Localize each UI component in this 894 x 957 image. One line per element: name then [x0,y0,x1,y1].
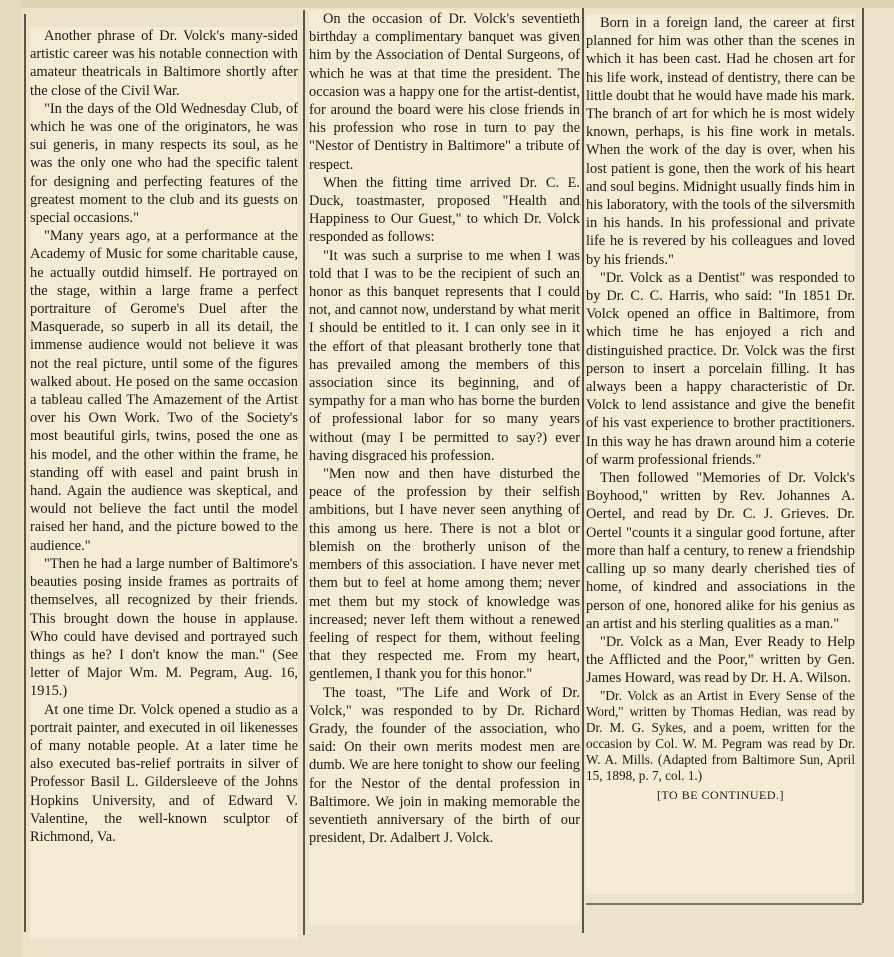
paragraph: When the fitting time arrived Dr. C. E. Duck, toastmaster, proposed "Health and Happiness to Our Guest," to which Dr. Volck responded as follows: [309,174,580,246]
article-column-3 [586,14,855,894]
paragraph: At one time Dr. Volck opened a studio as a portrait painter, and executed in oil likenesses of many notable people. At a later time he also executed bas-relief portraits in silver of Professor Basil L. Gildersleeve of the Johns Hopkins University, and of Edward V. Valentine, the well-known sculptor of Richmond, Va. [30,701,298,845]
paragraph: "Dr. Volck as a Dentist" was responded to by Dr. C. C. Harris, who said: "In 1851 Dr. Volck opened an office in Baltimore, from which time he has enjoyed a rich and distinguished practice. Dr. Volck was the first person to insert a porcelain filling. It has always been a happy characteristic of Dr. Volck to lend assistance and give the benefit of his vast experience to brother practitioners. In this way he has drawn around him a coterie of warm professional friends." [586,269,855,468]
paragraph: Then followed "Memories of Dr. Volck's Boyhood," written by Rev. Johannes A. Oertel, and read by Dr. C. J. Grieves. Dr. Oertel "counts it a singular good fortune, after more than half a century, to renew a friendship calling up so many dearly cherished ties of home, of kindred and associations in the person of one, honored alike for his genius as an artist and his sterling qualities as a man." [586,470,855,632]
paragraph: On the occasion of Dr. Volck's seventieth birthday a complimentary banquet was given him by the Association of Dental Surgeons, of which he was at that time the president. The occasion was a happy one for the artist-dentist, for around the board were his close friends in his profession who rose in turn to pay the "Nestor of Dentistry in Baltimore" a tribute of respect. [309,11,580,173]
paragraph: The toast, "The Life and Work of Dr. Volck," was responded to by Dr. Richard Grady, the founder of the association, who said: On their own merits modest men are dumb. We are here tonight to show our feeling for the Nestor of the dental profession in Baltimore. We join in making memorable the seventieth anniversary of the birth of our president, Dr. Adalbert J. Volck. [309,684,580,847]
paragraph: "It was such a surprise to me when I was told that I was to be the recipient of such an honor as this banquet represents that I could not, and cannot now, understand by what merit I should be entitled to it. I can only see in it the effort of that pleasant brotherly tone that has prevailed among the members of this association since its beginning, and of sympathy for a man who has borne the burden of professional labor for so many years without (may I be permitted to say?) ever having disgraced his profession. [309,247,580,464]
paragraph: Another phrase of Dr. Volck's many-sided artistic career was his notable connection with amateur theatricals in Baltimore shortly after the close of the Civil War. [30,28,298,99]
paragraph: Born in a foreign land, the career at first planned for him was other than the scenes in which it has been cast. Had he chosen art for his life work, instead of dentistry, there can be little doubt that he would have made his mark. The branch of art for which he is most widely known, perhaps, is his fine work in metals. When the work of the day is over, when his lost patient is gone, then the work of his heart and soul begins. Midnight usually finds him in his laboratory, with the tools of the silversmith in his hands. In his professional and private life he is revered by his colleagues and loved by his friends." [586,15,855,268]
tape-strip-left [0,0,22,957]
article-column-2 [309,10,580,925]
column-divider-left-edge [24,14,26,932]
paragraph: "Dr. Volck as an Artist in Every Sense of the Word," written by Thomas Hedian, was read by Dr. M. G. Sykes, and a poem, written for the occasion by Col. W. M. Pegram was read by Dr. W. A. Mills. (Adapted from Baltimore Sun, April 15, 1898, p. 7, col. 1.) [586,687,855,783]
column-divider-right-edge [862,8,864,903]
article-column-1 [30,27,298,939]
paragraph: "Men now and then have disturbed the peace of the profession by their selfish ambitions, but I have never seen anything of this among us here. There is not a blot or blemish on the brotherly unison of the members of this association. I have never met them but to feel at home among them; never met them but my stock of knowledge was increased; never left them without a renewed feeling of respect for them, without feeling that they respected me. From my heart, gentlemen, I thank you for this honor." [309,466,580,683]
column-divider-1-2 [303,10,305,935]
to-be-continued-note: [TO BE CONTINUED.] [656,787,785,802]
tape-strip-top [0,0,894,8]
paragraph: "Then he had a large number of Baltimore's beauties posing inside frames as portraits of themselves, all recognized by their friends. This brought down the house in applause. Who could have devised and portrayed such things as he? I don't know the man." (See letter of Major Wm. M. Pegram, Aug. 16, 1915.) [30,555,298,700]
paragraph: "In the days of the Old Wednesday Club, of which he was one of the originators, he was sui generis, in many respects its soul, as he was the only one who had the specific talent for designing and perfecting features of the greatest moment to the club and its guests on special occasions." [30,100,298,227]
paragraph: "Many years ago, at a performance at the Academy of Music for some charitable cause, he actually outdid himself. He portrayed on the stage, within a large frame a perfect portraiture of Gerome's Duel after the Masquerade, so superb in all its detail, the immense audience would not believe it was not the real picture, until some of the figures walked about. He posed on the same occasion a tableau called The Amazement of the Artist over his Own Work. Two of the Society's most beautiful girls, twins, posed the one as his model, and the other within the frame, he standing off with easel and paint brush in hand. Again the audience was skeptical, and would not believe the fact until the model raised her hand, and the picture bowed to the audience." [30,228,298,554]
column-divider-2-3 [582,8,584,933]
bottom-rule-col3 [586,903,862,905]
paragraph: "Dr. Volck as a Man, Ever Ready to Help the Afflicted and the Poor," written by Gen. James Howard, was read by Dr. H. A. Wilson. [586,633,855,687]
